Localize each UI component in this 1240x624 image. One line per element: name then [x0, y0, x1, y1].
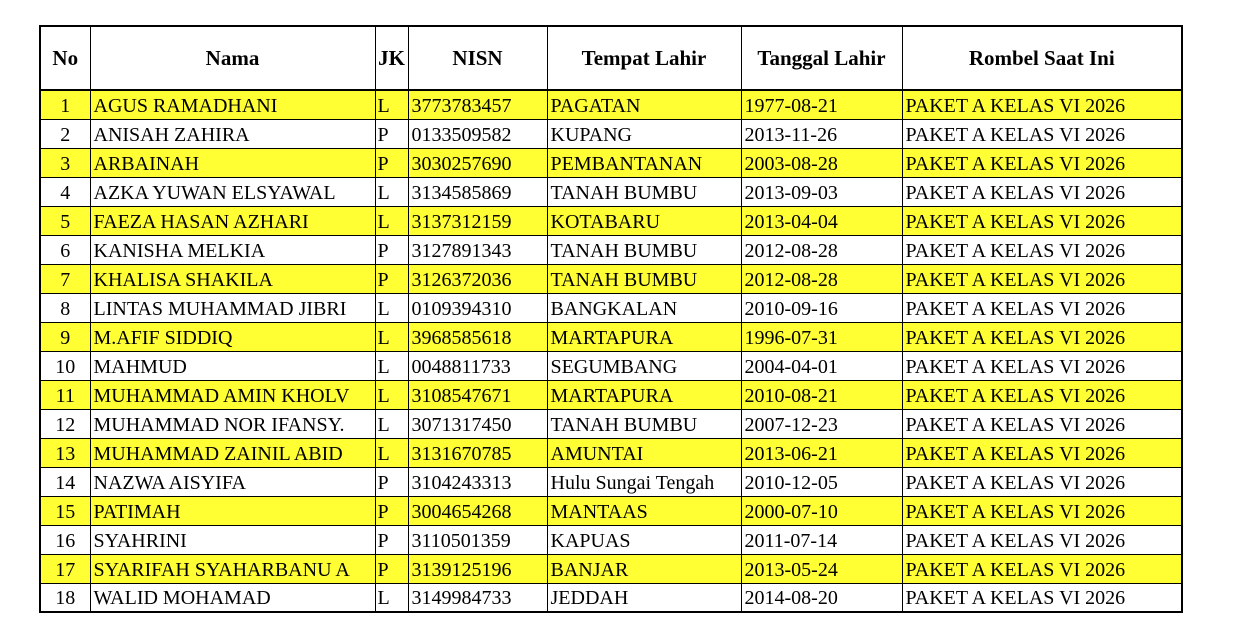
cell-tempat-lahir: MARTAPURA: [547, 322, 741, 351]
cell-no: 17: [40, 554, 90, 583]
cell-nisn: 3137312159: [408, 206, 547, 235]
cell-tanggal-lahir: 2013-11-26: [741, 119, 902, 148]
cell-no: 1: [40, 90, 90, 119]
cell-nisn: 3004654268: [408, 496, 547, 525]
cell-nisn: 3968585618: [408, 322, 547, 351]
cell-jk: P: [375, 119, 408, 148]
header-tanggal-lahir: Tanggal Lahir: [741, 26, 902, 90]
cell-jk: L: [375, 322, 408, 351]
cell-jk: P: [375, 235, 408, 264]
cell-no: 2: [40, 119, 90, 148]
cell-rombel: PAKET A KELAS VI 2026: [902, 177, 1182, 206]
table-row: [40, 206, 1182, 235]
cell-nama: KANISHA MELKIA: [90, 235, 375, 264]
cell-nisn: 3149984733: [408, 583, 547, 612]
cell-nama: KHALISA SHAKILA: [90, 264, 375, 293]
header-nama: Nama: [90, 26, 375, 90]
cell-tempat-lahir: PAGATAN: [547, 90, 741, 119]
cell-tempat-lahir: JEDDAH: [547, 583, 741, 612]
table-row: [40, 351, 1182, 380]
cell-tanggal-lahir: 1996-07-31: [741, 322, 902, 351]
cell-tanggal-lahir: 2000-07-10: [741, 496, 902, 525]
cell-jk: L: [375, 206, 408, 235]
table-row: [40, 235, 1182, 264]
cell-tempat-lahir: MARTAPURA: [547, 380, 741, 409]
cell-rombel: PAKET A KELAS VI 2026: [902, 119, 1182, 148]
cell-tempat-lahir: TANAH BUMBU: [547, 264, 741, 293]
table-row: [40, 119, 1182, 148]
cell-rombel: PAKET A KELAS VI 2026: [902, 467, 1182, 496]
cell-no: 11: [40, 380, 90, 409]
cell-nama: SYARIFAH SYAHARBANU A: [90, 554, 375, 583]
cell-no: 10: [40, 351, 90, 380]
cell-nisn: 3104243313: [408, 467, 547, 496]
cell-nama: AGUS RAMADHANI: [90, 90, 375, 119]
cell-jk: L: [375, 293, 408, 322]
cell-tanggal-lahir: 1977-08-21: [741, 90, 902, 119]
cell-no: 4: [40, 177, 90, 206]
cell-no: 14: [40, 467, 90, 496]
cell-jk: L: [375, 409, 408, 438]
cell-tanggal-lahir: 2007-12-23: [741, 409, 902, 438]
cell-tempat-lahir: SEGUMBANG: [547, 351, 741, 380]
cell-tanggal-lahir: 2014-08-20: [741, 583, 902, 612]
header-nisn: NISN: [408, 26, 547, 90]
cell-nama: MUHAMMAD NOR IFANSY.: [90, 409, 375, 438]
cell-tanggal-lahir: 2010-12-05: [741, 467, 902, 496]
cell-nama: M.AFIF SIDDIQ: [90, 322, 375, 351]
cell-jk: L: [375, 380, 408, 409]
table-row: [40, 148, 1182, 177]
cell-nama: WALID MOHAMAD: [90, 583, 375, 612]
cell-tanggal-lahir: 2010-09-16: [741, 293, 902, 322]
cell-tempat-lahir: TANAH BUMBU: [547, 235, 741, 264]
cell-rombel: PAKET A KELAS VI 2026: [902, 554, 1182, 583]
cell-nisn: 3030257690: [408, 148, 547, 177]
cell-tanggal-lahir: 2012-08-28: [741, 264, 902, 293]
cell-tanggal-lahir: 2013-04-04: [741, 206, 902, 235]
cell-tempat-lahir: PEMBANTANAN: [547, 148, 741, 177]
cell-nisn: 0133509582: [408, 119, 547, 148]
header-no: No: [40, 26, 90, 90]
cell-no: 8: [40, 293, 90, 322]
cell-nama: LINTAS MUHAMMAD JIBRI: [90, 293, 375, 322]
table-row: [40, 467, 1182, 496]
cell-nisn: 3139125196: [408, 554, 547, 583]
cell-nisn: 0109394310: [408, 293, 547, 322]
cell-tempat-lahir: AMUNTAI: [547, 438, 741, 467]
cell-nisn: 3134585869: [408, 177, 547, 206]
cell-tempat-lahir: KOTABARU: [547, 206, 741, 235]
cell-nama: SYAHRINI: [90, 525, 375, 554]
cell-rombel: PAKET A KELAS VI 2026: [902, 583, 1182, 612]
cell-tempat-lahir: BANJAR: [547, 554, 741, 583]
cell-tempat-lahir: MANTAAS: [547, 496, 741, 525]
cell-rombel: PAKET A KELAS VI 2026: [902, 438, 1182, 467]
cell-tempat-lahir: TANAH BUMBU: [547, 409, 741, 438]
cell-nama: NAZWA AISYIFA: [90, 467, 375, 496]
cell-rombel: PAKET A KELAS VI 2026: [902, 206, 1182, 235]
table-row: [40, 409, 1182, 438]
cell-rombel: PAKET A KELAS VI 2026: [902, 235, 1182, 264]
cell-jk: P: [375, 554, 408, 583]
cell-tanggal-lahir: 2013-09-03: [741, 177, 902, 206]
cell-no: 5: [40, 206, 90, 235]
cell-nisn: 3773783457: [408, 90, 547, 119]
cell-rombel: PAKET A KELAS VI 2026: [902, 90, 1182, 119]
student-table: [39, 25, 1183, 613]
cell-tanggal-lahir: 2011-07-14: [741, 525, 902, 554]
cell-nisn: 3126372036: [408, 264, 547, 293]
cell-nama: MUHAMMAD AMIN KHOLV: [90, 380, 375, 409]
table-row: [40, 90, 1182, 119]
cell-no: 12: [40, 409, 90, 438]
cell-rombel: PAKET A KELAS VI 2026: [902, 496, 1182, 525]
cell-tempat-lahir: BANGKALAN: [547, 293, 741, 322]
table-row: [40, 322, 1182, 351]
cell-no: 3: [40, 148, 90, 177]
cell-jk: L: [375, 351, 408, 380]
cell-no: 16: [40, 525, 90, 554]
cell-no: 6: [40, 235, 90, 264]
cell-nama: ARBAINAH: [90, 148, 375, 177]
table-row: [40, 293, 1182, 322]
cell-no: 18: [40, 583, 90, 612]
cell-jk: L: [375, 438, 408, 467]
cell-rombel: PAKET A KELAS VI 2026: [902, 351, 1182, 380]
cell-tempat-lahir: Hulu Sungai Tengah: [547, 467, 741, 496]
cell-nama: MUHAMMAD ZAINIL ABID: [90, 438, 375, 467]
cell-tanggal-lahir: 2012-08-28: [741, 235, 902, 264]
cell-no: 7: [40, 264, 90, 293]
table-row: [40, 583, 1182, 612]
header-jk: JK: [375, 26, 408, 90]
cell-tanggal-lahir: 2003-08-28: [741, 148, 902, 177]
table-row: [40, 380, 1182, 409]
cell-rombel: PAKET A KELAS VI 2026: [902, 322, 1182, 351]
cell-rombel: PAKET A KELAS VI 2026: [902, 264, 1182, 293]
cell-jk: P: [375, 264, 408, 293]
cell-nama: FAEZA HASAN AZHARI: [90, 206, 375, 235]
cell-jk: P: [375, 148, 408, 177]
cell-jk: P: [375, 496, 408, 525]
cell-nisn: 3108547671: [408, 380, 547, 409]
cell-rombel: PAKET A KELAS VI 2026: [902, 148, 1182, 177]
cell-nisn: 0048811733: [408, 351, 547, 380]
student-table-container: [39, 25, 1183, 613]
cell-jk: P: [375, 467, 408, 496]
header-rombel: Rombel Saat Ini: [902, 26, 1182, 90]
cell-tanggal-lahir: 2004-04-01: [741, 351, 902, 380]
cell-rombel: PAKET A KELAS VI 2026: [902, 380, 1182, 409]
header-row: [40, 26, 1182, 90]
cell-rombel: PAKET A KELAS VI 2026: [902, 525, 1182, 554]
cell-nama: PATIMAH: [90, 496, 375, 525]
cell-nama: ANISAH ZAHIRA: [90, 119, 375, 148]
table-row: [40, 438, 1182, 467]
cell-nisn: 3127891343: [408, 235, 547, 264]
cell-no: 15: [40, 496, 90, 525]
cell-nama: MAHMUD: [90, 351, 375, 380]
cell-tanggal-lahir: 2013-05-24: [741, 554, 902, 583]
table-row: [40, 177, 1182, 206]
cell-jk: L: [375, 90, 408, 119]
cell-no: 13: [40, 438, 90, 467]
cell-tanggal-lahir: 2010-08-21: [741, 380, 902, 409]
cell-nisn: 3110501359: [408, 525, 547, 554]
table-row: [40, 496, 1182, 525]
header-tempat-lahir: Tempat Lahir: [547, 26, 741, 90]
cell-jk: L: [375, 177, 408, 206]
cell-tanggal-lahir: 2013-06-21: [741, 438, 902, 467]
cell-tempat-lahir: KAPUAS: [547, 525, 741, 554]
cell-jk: P: [375, 525, 408, 554]
table-row: [40, 554, 1182, 583]
table-row: [40, 264, 1182, 293]
cell-tempat-lahir: TANAH BUMBU: [547, 177, 741, 206]
cell-jk: L: [375, 583, 408, 612]
cell-rombel: PAKET A KELAS VI 2026: [902, 409, 1182, 438]
cell-nisn: 3131670785: [408, 438, 547, 467]
cell-no: 9: [40, 322, 90, 351]
cell-rombel: PAKET A KELAS VI 2026: [902, 293, 1182, 322]
cell-tempat-lahir: KUPANG: [547, 119, 741, 148]
cell-nisn: 3071317450: [408, 409, 547, 438]
table-row: [40, 525, 1182, 554]
cell-nama: AZKA YUWAN ELSYAWAL: [90, 177, 375, 206]
